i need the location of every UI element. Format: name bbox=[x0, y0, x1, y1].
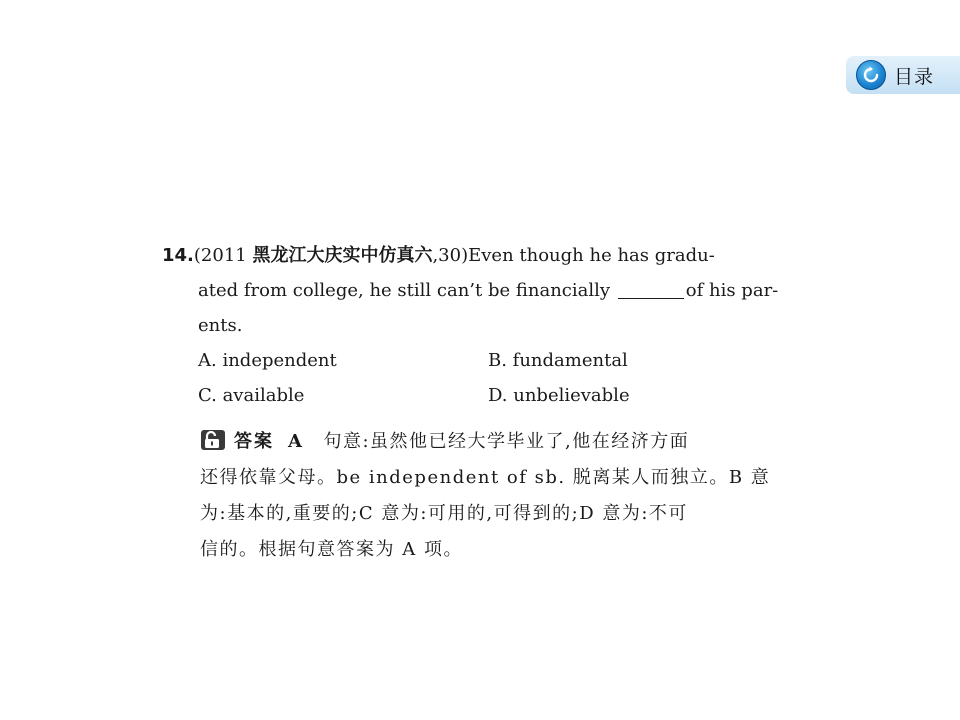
option-c: C. available bbox=[198, 385, 305, 406]
unlock-icon bbox=[200, 428, 226, 450]
question-text-line-2b: of his par- bbox=[685, 280, 779, 301]
answer-blank bbox=[618, 278, 684, 299]
answer-label: 答案 bbox=[234, 431, 274, 452]
question-source-open: (2011 bbox=[193, 245, 253, 266]
option-a: A. independent bbox=[198, 350, 337, 371]
answer-line-3: 为:基本的,重要的;C 意为:可用的,可得到的;D 意为:不可 bbox=[200, 503, 688, 524]
answer-letter: A bbox=[288, 431, 304, 452]
question-number: 14. bbox=[162, 245, 194, 266]
question-line-1 bbox=[162, 238, 715, 273]
option-d: D. unbelievable bbox=[488, 385, 630, 406]
refresh-icon bbox=[856, 60, 886, 90]
question-text-line-2a: ated from college, he still can’t be financially bbox=[198, 280, 611, 301]
option-b: B. fundamental bbox=[488, 350, 628, 371]
question-source-close: ,30) bbox=[432, 245, 469, 266]
question-text-line-3: ents. bbox=[198, 315, 243, 336]
question-source-name: 黑龙江大庆实中仿真六 bbox=[252, 245, 433, 266]
answer-text-line-1: 句意:虽然他已经大学毕业了,他在经济方面 bbox=[323, 431, 690, 452]
answer-line-1 bbox=[200, 424, 689, 460]
toc-button[interactable] bbox=[846, 56, 960, 94]
answer-line-4: 信的。根据句意答案为 A 项。 bbox=[200, 539, 463, 560]
question-line-2 bbox=[198, 273, 778, 308]
question-text-line-1: Even though he has gradu- bbox=[468, 245, 715, 266]
toc-label: 目录 bbox=[894, 65, 935, 88]
answer-line-2: 还得依靠父母。be independent of sb. 脱离某人而独立。B 意 bbox=[200, 467, 771, 488]
question-line-3 bbox=[198, 308, 242, 343]
